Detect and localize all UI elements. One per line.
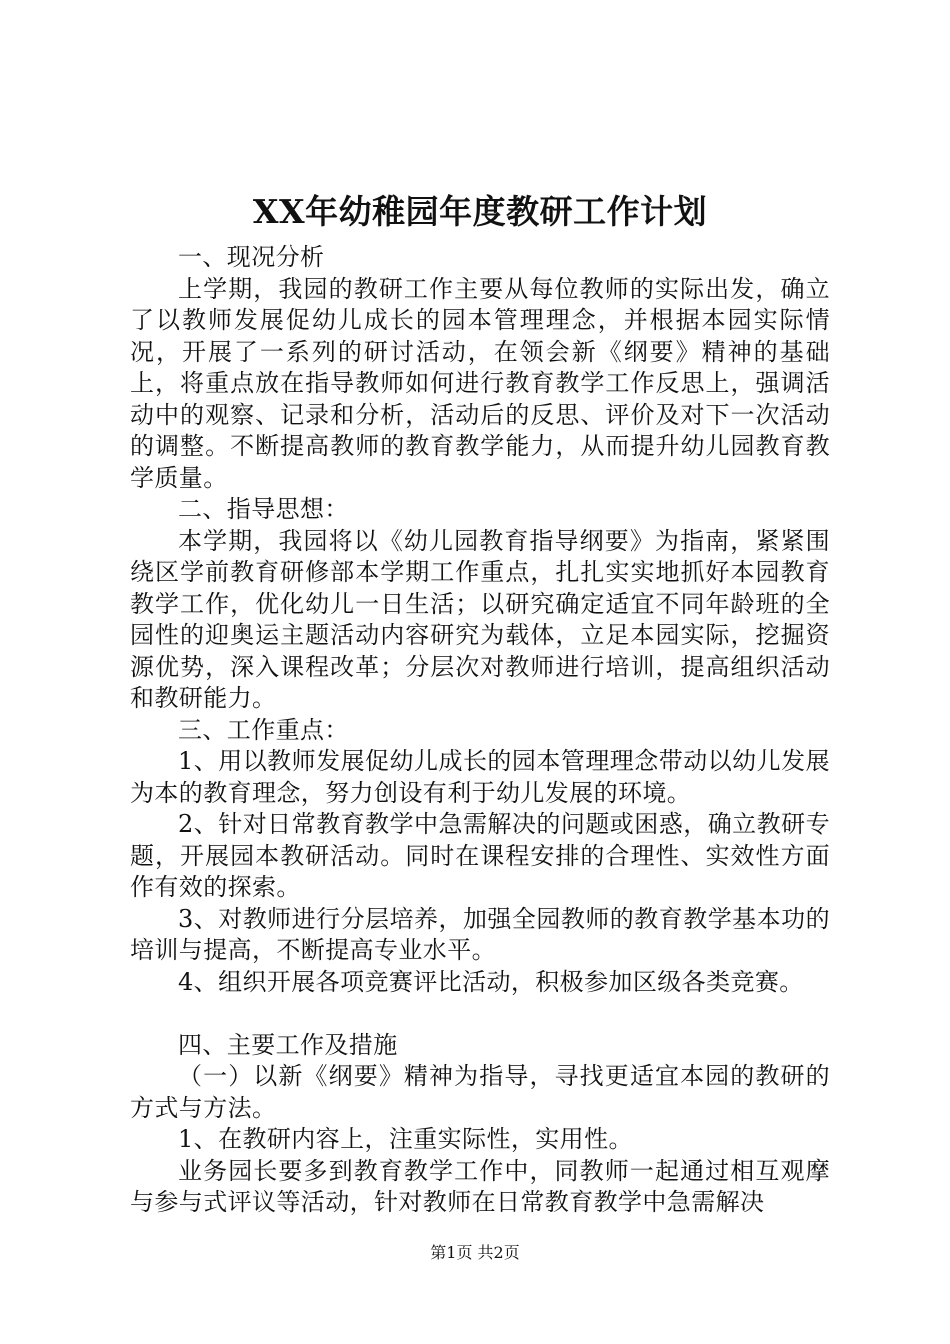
blank-line xyxy=(130,998,830,1030)
document-page xyxy=(130,182,830,1219)
page-indicator: 第1页 共2页 xyxy=(430,1243,520,1262)
paragraph: 业务园长要多到教育教学工作中，同教师一起通过相互观摩与参与式评议等活动，针对教师在日常教育教学中急需解决 xyxy=(130,1156,830,1216)
document-title: XX年幼稚园年度教研工作计划 xyxy=(252,192,708,231)
list-item: 1、在教研内容上，注重实际性，实用性。 xyxy=(178,1125,633,1153)
list-item: 1、用以教师发展促幼儿成长的园本管理理念带动以幼儿发展为本的教育理念，努力创设有利于幼儿发展的环境。 xyxy=(130,747,830,807)
section-heading-4: 四、主要工作及措施 xyxy=(178,1030,398,1059)
section-heading-1: 一、现况分析 xyxy=(178,243,325,271)
list-item: 2、针对日常教育教学中急需解决的问题或困惑，确立教研专题，开展园本教研活动。同时在课程安排的合理性、实效性方面作有效的探索。 xyxy=(130,810,830,901)
list-item: 4、组织开展各项竞赛评比活动，积极参加区级各类竞赛。 xyxy=(178,967,804,996)
paragraph: 上学期，我园的教研工作主要从每位教师的实际出发，确立了以教师发展促幼儿成长的园本管理理念，并根据本园实际情况，开展了一系列的研讨活动，在领会新《纲要》精神的基础上，将重点放在指导教师如何进行教育教学工作反思上，强调活动中的观察、记录和分析，活动后的反思、评价及对下一次活动的调整。不断提高教师的教育教学能力，从而提升幼儿园教育教学质量。 xyxy=(130,274,830,492)
sub-heading: （一）以新《纲要》精神为指导，寻找更适宜本园的教研的方式与方法。 xyxy=(130,1062,830,1122)
paragraph: 本学期，我园将以《幼儿园教育指导纲要》为指南，紧紧围绕区学前教育研修部本学期工作重点，扎扎实实地抓好本园教育教学工作，优化幼儿一日生活；以研究确定适宜不同年龄班的全园性的迎奥运主题活动内容研究为载体，立足本园实际，挖掘资源优势，深入课程改革；分层次对教师进行培训，提高组织活动和教研能力。 xyxy=(130,526,830,712)
document-body xyxy=(130,242,830,1219)
section-heading-3: 三、工作重点： xyxy=(178,715,349,744)
list-item: 3、对教师进行分层培养，加强全园教师的教育教学基本功的培训与提高，不断提高专业水平。 xyxy=(130,904,830,964)
section-heading-2: 二、指导思想： xyxy=(178,495,349,523)
